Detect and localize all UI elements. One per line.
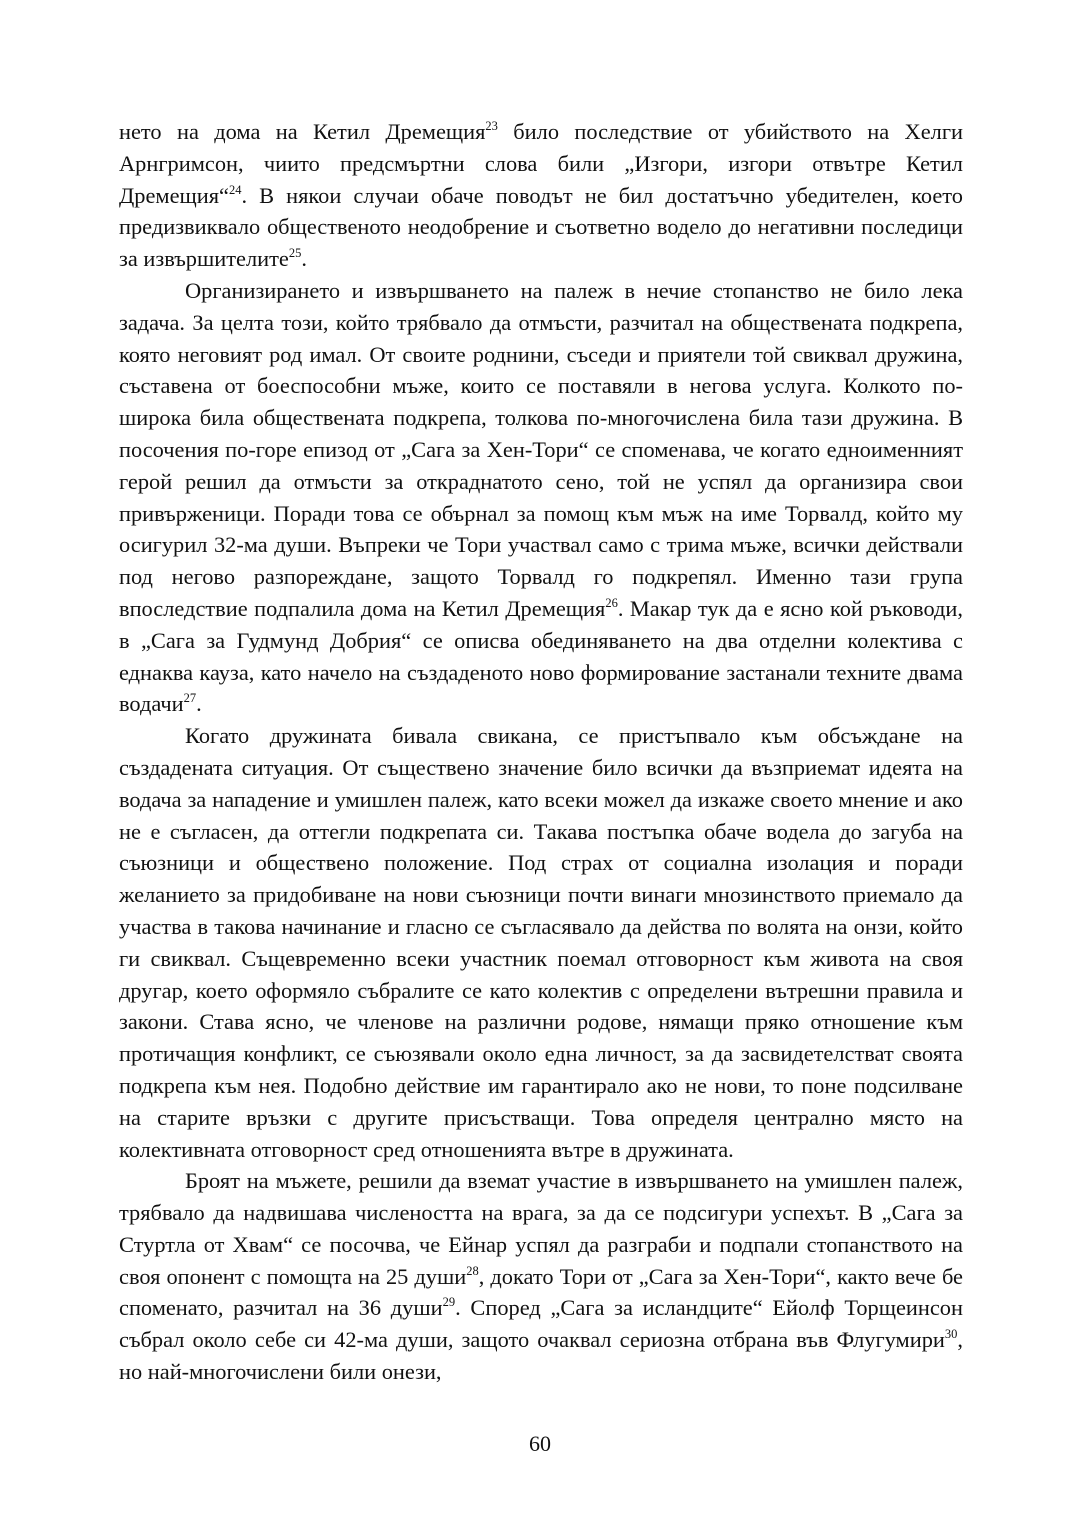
footnote-ref: 30 [944, 1327, 958, 1342]
text-run: било последствие от убийството на Хелги Арнгримсон, чиито предсмъртни слова били „Изгори, изгори отвътре Кетил Дремещия“ [119, 119, 963, 208]
text-run: Организирането и извършването на палеж в нечие стопанство не било лека задача. За целта този, който трябвало да отмъсти, разчитал на обществената подкрепа, която неговият род имал. От своите роднини, съседи и приятели той свиквал дружина, съставена от боеспособни мъже, които се поставяли в негова услуга. Колкото по-широка била обществената подкрепа, толкова по-многочислена била тази дружина. В посочения по-горе епизод от „Сага за Хен-Тори“ се споменава, че когато едноименният герой решил да отмъсти за откраднатото сено, той не успял да организира свои привърженици. Поради това се обърнал за помощ към мъж на име Торвалд, който му осигурил 32-ма души. Въпреки че Тори участвал само с трима мъже, всички действали под негово разпореждане, защото Торвалд го подкрепял. Именно тази група впоследствие подпалила дома на Кетил Дремещия [119, 277, 963, 621]
text-run: . Според „Сага за исландците“ Ейолф Торщеинсон събрал около себе си 42-ма души, защото очаквал сериозна отбрана във Флугумири [119, 1295, 963, 1353]
page-number: 60 [529, 1431, 551, 1456]
footnote-ref: 29 [442, 1295, 456, 1310]
footnote-ref: 27 [183, 691, 197, 706]
footnote-ref: 26 [605, 595, 618, 610]
text-run: . [301, 246, 307, 272]
footnote-ref: 28 [466, 1263, 479, 1278]
footnote-ref: 25 [288, 246, 302, 261]
text-run: , но най-многочислени били онези, [119, 1327, 963, 1385]
text-run: нето на дома на Кетил Дремещия [119, 119, 486, 144]
text-run: , докато Тори от „Сага за Хен-Тори“, както вече бе споменато, разчитал на 36 души [119, 1263, 963, 1321]
document-body [119, 116, 963, 1388]
text-run: . В някои случаи обаче поводът не бил достатъчно убедителен, което предизвиквало общественото неодобрение и съответно водело до негативни последици за извършителите [119, 182, 963, 272]
text-run: Когато дружината бивала свикана, се пристъпвало към обсъждане на създадената ситуация. От съществено значение било всички да възприемат идеята на водача за нападение и умишлен палеж, като всеки можел да изкаже своето мнение и ако не е съгласен, да оттегли подкрепата си. Такава постъпка обаче водела до загуба на съюзници и обществено положение. Под страх от социална изолация и поради желанието за придобиване на нови съюзници почти винаги мнозинството приемало да участва в такова начинание и гласно се съгласявало да действа по волята на онзи, който ги свиквал. Същевременно всеки участник поемал отговорност към живота на своя другар, което оформяло събралите се като колектив с определени вътрешни правила и закони. Става ясно, че членове на различни родове, нямащи пряко отношение към протичащия конфликт, се съюзявали около една личност, за да засвидетелстват своята подкрепа към нея. Подобно действие им гарантирало ако не нови, то поне подсилване на старите връзки с другите присъстващи. Това определя централно място на колективната отговорност сред отношенията вътре в дружината. [119, 723, 963, 1162]
text-run: . [196, 691, 202, 717]
paragraph-3 [119, 720, 963, 1165]
paragraph-1 [119, 116, 963, 275]
footnote-ref: 23 [485, 119, 498, 133]
text-run: . Макар тук да е ясно кой ръководи, в „Сага за Гудмунд Добрия“ се описва обединяването на два отделни колектива с еднаква кауза, като начело на създаденото ново формирование застанали техните двама водачи [119, 595, 963, 717]
footnote-ref: 24 [228, 182, 242, 197]
paragraph-4 [119, 1165, 963, 1388]
paragraph-2 [119, 275, 963, 720]
text-run: Броят на мъжете, решили да вземат участие в извършването на умишлен палеж, трябвало да надвишава числеността на врага, за да се подсигури успехът. В „Сага за Стуртла от Хвам“ се посочва, че Ейнар успял да разграби и подпали стопанството на своя опонент с помощта на 25 души [119, 1168, 963, 1289]
